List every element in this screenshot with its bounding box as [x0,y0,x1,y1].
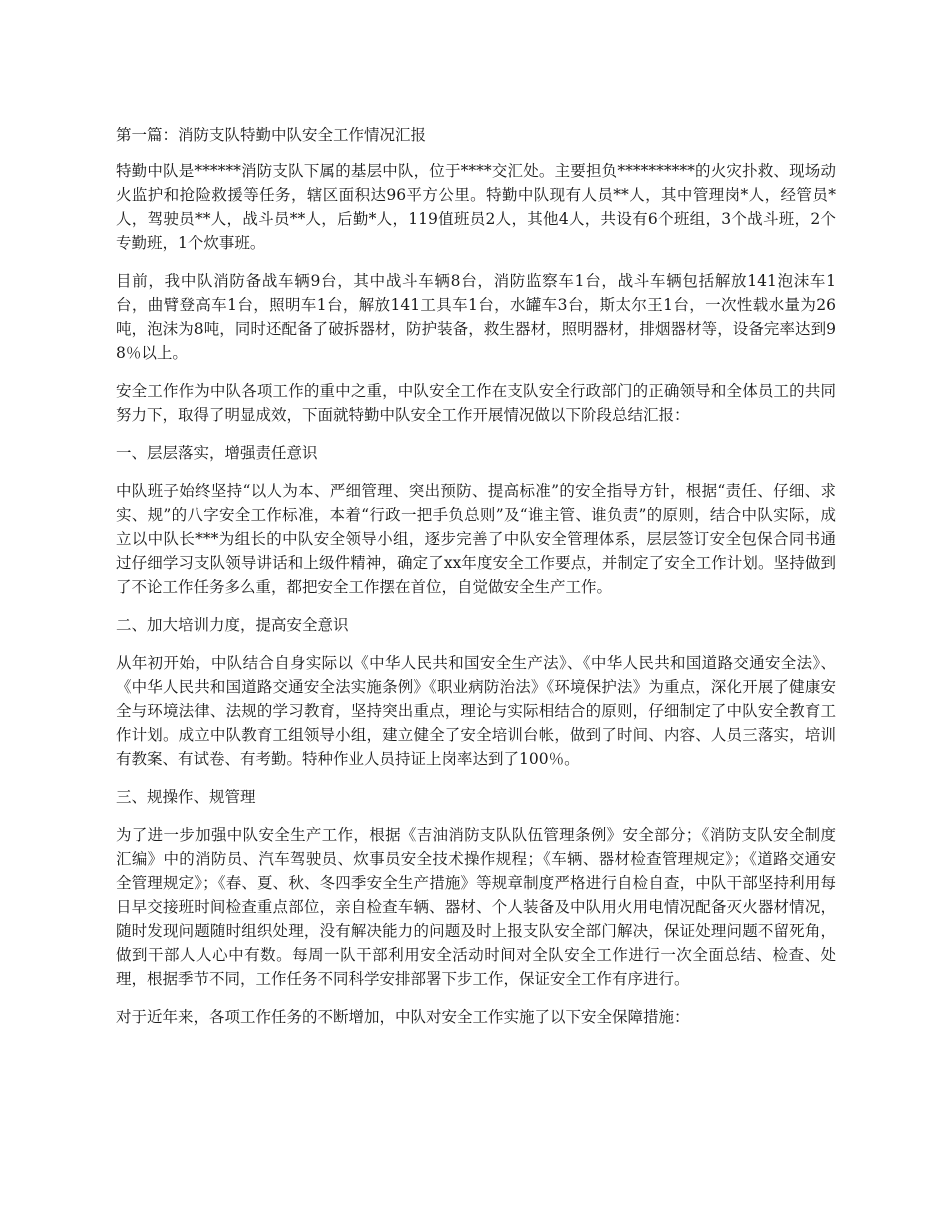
paragraph-responsibility: 中队班子始终坚持“以人为本、严细管理、突出预防、提高标准”的安全指导方针，根据“责任、仔细、求实、规”的八字安全工作标准，本着“行政一把手负总则”及“谁主管、谁负责”的原则，结合中队实际，成立以中队长***为组长的中队安全领导小组，逐步完善了中队安全管理体系，层层签订安全包保合同书通过仔细学习支队领导讲话和上级件精神，确定了xx年度安全工作要点，并制定了安全工作计划。坚持做到了不论工作任务多么重，都把安全工作摆在首位，自觉做安全生产工作。 [116,482,836,596]
paragraph-summary: 安全工作作为中队各项工作的重中之重，中队安全工作在支队安全行政部门的正确领导和全体员工的共同努力下，取得了明显成效，下面就特勤中队安全工作开展情况做以下阶段总结汇报： [116,382,836,424]
section-heading-2: 二、加大培训力度，提高安全意识 [116,616,349,634]
paragraph-intro: 特勤中队是******消防支队下属的基层中队，位于****交汇处。主要担负**********的火灾扑救、现场动火监护和抢险救援等任务，辖区面积达96平方公里。特勤中队现有人员**人，其中管理岗*人，经管员*人，驾驶员**人，战斗员**人，后勤*人，119值班员2人，其他4人，共设有6个班组，3个战斗班，2个专勤班，1个炊事班。 [116,162,836,252]
section-heading-1: 一、层层落实，增强责任意识 [116,444,318,462]
document-title: 第一篇：消防支队特勤中队安全工作情况汇报 [116,126,427,144]
document-page [116,123,836,1043]
paragraph-equipment: 目前，我中队消防备战车辆9台，其中战斗车辆8台，消防监察车1台，战斗车辆包括解放141泡沫车1台，曲臂登高车1台，照明车1台，解放141工具车1台，水罐车3台，斯太尔王1台，一次性载水量为26吨，泡沫为8吨，同时还配备了破拆器材，防护装备，救生器材，照明器材，排烟器材等，设备完率达到98％以上。 [116,272,836,362]
section-heading-3: 三、规操作、规管理 [116,788,256,806]
paragraph-management: 为了进一步加强中队安全生产工作，根据《吉油消防支队队伍管理条例》安全部分；《消防支队安全制度汇编》中的消防员、汽车驾驶员、炊事员安全技术操作规程；《车辆、器材检查管理规定》；《道路交通安全管理规定》；《春、夏、秋、冬四季安全生产措施》等规章制度严格进行自检自查，中队干部坚持利用每日早交接班时间检查重点部位，亲自检查车辆、器材、个人装备及中队用火用电情况配备灭火器材情况，随时发现问题随时组织处理，没有解决能力的问题及时上报支队安全部门解决，保证处理问题不留死角，做到干部人人心中有数。每周一队干部利用安全活动时间对全队安全工作进行一次全面总结、检查、处理，根据季节不同，工作任务不同科学安排部署下步工作，保证安全工作有序进行。 [116,826,836,988]
paragraph-training: 从年初开始，中队结合自身实际以《中华人民共和国安全生产法》、《中华人民共和国道路交通安全法》、《中华人民共和国道路交通安全法实施条例》《职业病防治法》《环境保护法》为重点，深化开展了健康安全与环境法律、法规的学习教育，坚持突出重点，理论与实际相结合的原则，仔细制定了中队安全教育工作计划。成立中队教育工组领导小组，建立健全了安全培训台帐，做到了时间、内容、人员三落实，培训有教案、有试卷、有考勤。特种作业人员持证上岗率达到了100％。 [116,654,836,768]
paragraph-measures: 对于近年来，各项工作任务的不断增加，中队对安全工作实施了以下安全保障措施： [116,1008,690,1026]
